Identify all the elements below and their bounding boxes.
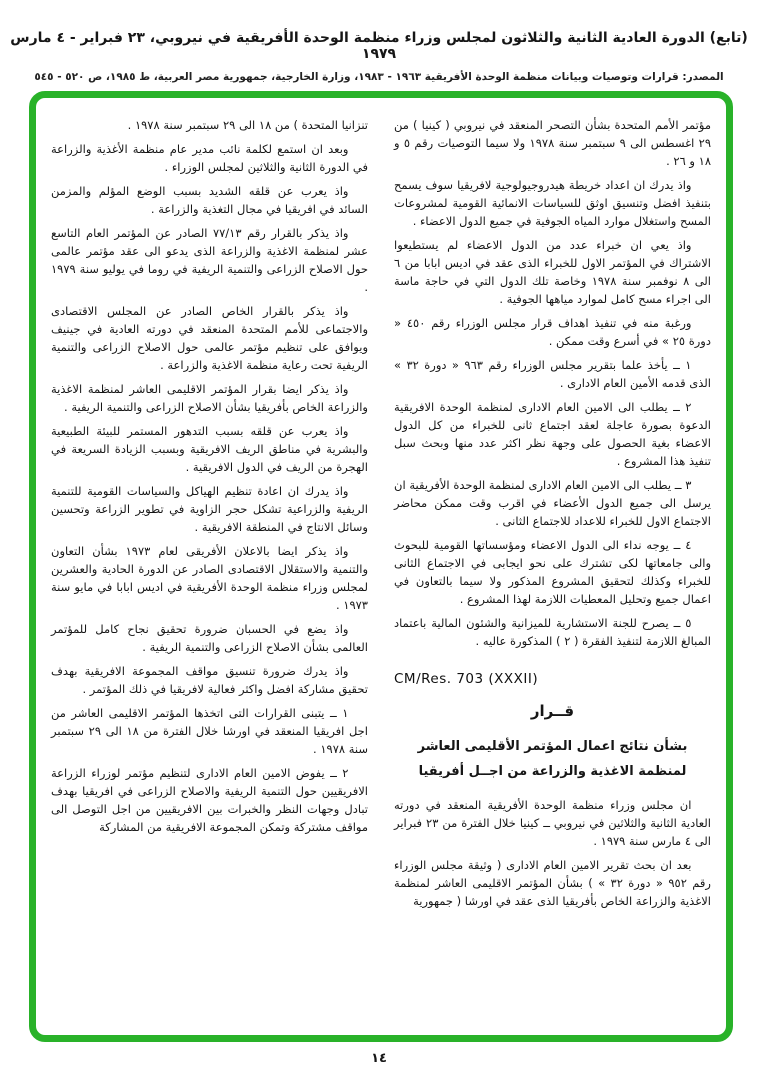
numbered-clause: ٢ ــ يطلب الى الامين العام الادارى لمنظمة الوحدة الافريقية الدعوة بصورة عاجلة لعقد اجتماع ثانى للخبراء من كل الدول الاعضاء بغية الحصول على وجهة نظر اكثر عدد منها وبحث سبل تنفيذ هذا المشروع . (394, 400, 711, 468)
numbered-clause: ٥ ــ يصرح للجنة الاستشارية للميزانية والشئون المالية باعتماد المبالغ اللازمة لتنفيذ الفقرة ( ٢ ) المذكورة عاليه . (394, 616, 711, 648)
paragraph: واذ يعرب عن قلقه الشديد بسبب الوضع المؤلم والمزمن السائد في افريقيا في مجال التغذية والزراعة . (51, 184, 368, 216)
paragraph: وبعد ان استمع لكلمة نائب مدير عام منظمة الأغذية والزراعة في الدورة الثانية والثلاثين لمجلس الوزراء . (51, 142, 368, 174)
paragraph: واذ يذكر بالقرار رقم ٧٧/١٣ الصادر عن المؤتمر العام التاسع عشر لمنظمة الاغذية والزراعة الذى يدعو الى عقد مؤتمر عالمى حول الاصلاح الزراعى والتنمية الريفية في روما في يوليو سنة ١٩٧٩ . (51, 226, 368, 294)
paragraph: واذ يذكر ايضا بقرار المؤتمر الاقليمى العاشر لمنظمة الاغذية والزراعة الخاص بأفريقيا بشأن الاصلاح الزراعى والتنمية الريفية . (51, 382, 368, 414)
paragraph: واذ يعي ان خبراء عدد من الدول الاعضاء لم يستطيعوا الاشتراك في المؤتمر الاول للخبراء الذى عقد في اديس ابابا من ٦ الى ٨ نوفمبر سنة ١٩٧٨ وخاصة تلك الدول التي في حاجة ماسة الى اجراء مسح كامل لموارد مياهها الجوفية . (394, 238, 712, 306)
paragraph: واذ يدرك ان اعداد خريطة هيدروجيولوجية لافريقيا سوف يسمح بتنفيذ افضل وتنسيق اوثق للسياسات الانمائية القومية لمشروعات المسح واستغلال موارد المياه الجوفية في جميع الدول الاعضاء . (394, 178, 711, 228)
paragraph: واذ يعرب عن قلقه بسبب التدهور المستمر للبيئة الطبيعية والبشرية في مناطق الريف الافريقية وبسبب الزيادة السريعة في الهجرة من الريف في الدول الافريقية . (51, 424, 368, 474)
decision-subtitle (394, 734, 711, 784)
paragraph: ان مجلس وزراء منظمة الوحدة الأفريقية المنعقد في دورته العادية الثانية والثلاثين في نيروبي ــ كينيا خلال الفترة من ٢٣ فبراير الى ٤ مارس سنة ١٩٧٩ . (394, 798, 711, 848)
two-column-text-area (36, 98, 726, 1035)
paragraph: تنزانيا المتحدة ) من ١٨ الى ٢٩ سبتمبر سنة ١٩٧٨ . (127, 118, 368, 132)
paragraph: واذ يذكر بالقرار الخاص الصادر عن المجلس الاقتصادى والاجتماعى للأمم المتحدة المنعقد في دورته العادية في جينيف ويوافق على تنظيم مؤتمر عالمى حول الاصلاح الزراعى والتنمية الريفية تحت رعاية منظمة الاغذية والزراعة . (51, 304, 368, 372)
paragraph: واذ يدرك ضرورة تنسيق مواقف المجموعة الافريقية بهدف تحقيق مشاركة افضل واكثر فعالية لافريقيا في ذلك المؤتمر . (51, 664, 368, 696)
numbered-clause: ١ ــ يتبنى القرارات التى اتخذها المؤتمر الاقليمى العاشر من اجل افريقيا المنعقد في اورشا خلال الفترة من ١٨ الى ٢٩ سبتمبر سنة ١٩٧٨ . (51, 706, 368, 756)
paragraph: ورغبة منه في تنفيذ اهداف قرار مجلس الوزراء رقم ٤٥٠ « دورة ٢٥ » في أسرع وقت ممكن . (394, 316, 711, 348)
numbered-clause: ١ ــ يأخذ علما بتقرير مجلس الوزراء رقم ٩٦٣ « دورة ٣٢ » الذى قدمه الأمين العام الادارى . (394, 358, 711, 390)
page-number: ١٤ (371, 1051, 387, 1066)
paragraph: واذ يذكر ايضا بالاعلان الأفريقى لعام ١٩٧٣ بشأن التعاون والتنمية والاستقلال الاقتصادى الصادر عن الدورة الحادية والعشرين لمجلس وزراء منظمة الوحدة الأفريقية في اديس ابابا في مايو سنة ١٩٧٣ . (51, 544, 368, 612)
decision-subtitle-line-2: لمنظمة الاغذية والزراعة من اجــل أفريقيا (418, 764, 687, 779)
decision-heading: قــرار (530, 702, 575, 720)
paragraph: مؤتمر الأمم المتحدة بشأن التصحر المنعقد في نيروبي ( كينيا ) من ٢٩ اغسطس الى ٩ سبتمبر سنة ١٩٧٨ ولا سيما التوصيات رقم ٥ و ١٨ و ٢٦ . (394, 118, 712, 168)
numbered-clause: ٤ ــ يوجه نداء الى الدول الاعضاء ومؤسساتها القومية للبحوث والى جامعاتها لكى تشترك على نحو ايجابى في الاجتماع الثانى للخبراء وكذلك لتحقيق المشروع المذكور ولا سيما بالتعاون في اعمال جميع وتحليل المعطيات اللازمة لهذا المشروع . (394, 538, 711, 606)
paragraph: واذ يدرك ان اعادة تنظيم الهياكل والسياسات القومية للتنمية الريفية والزراعية تشكل حجر الزاوية في تطوير الزراعة وتحسين وسائل الانتاج في المنطقة الافريقية . (51, 484, 368, 534)
paragraph: واذ يضع في الحسبان ضرورة تحقيق نجاح كامل للمؤتمر العالمى بشأن الاصلاح الزراعى والتنمية الريفية . (51, 622, 368, 654)
decision-subtitle-line-1: بشأن نتائج اعمال المؤتمر الأقليمى العاشر (417, 739, 688, 754)
left-text-column (51, 116, 368, 1027)
source-citation-line: المصدر: قرارات وتوصيات وبيانات منظمة الوحدة الأفريقية ١٩٦٣ - ١٩٨٣، وزارة الخارجية، جمهورية مصر العربية، ط ١٩٨٥، ص ٥٢٠ - ٥٤٥ (34, 71, 724, 83)
right-text-column (394, 116, 711, 1027)
numbered-clause: ٢ ــ يفوض الامين العام الادارى لتنظيم مؤتمر لوزراء الزراعة الافريقيين حول التنمية الريفية والاصلاح الزراعى في افريقيا بهدف تبادل وجهات النظر والخبرات بين الافريقيين من اجل التوصل الى مواقف مشتركة وتمكن المجموعة الافريقية من المشاركة (51, 766, 368, 834)
resolution-reference-code: CM/Res. 703 (XXXII) (394, 671, 539, 687)
green-border-frame (29, 91, 733, 1042)
session-continuation-title: (تابع) الدورة العادية الثانية والثلاثون لمجلس وزراء منظمة الوحدة الأفريقية في نيروبي، ٢٣ فبراير - ٤ مارس ١٩٧٩ (10, 30, 748, 62)
numbered-clause: ٣ ــ يطلب الى الامين العام الادارى لمنظمة الوحدة الأفريقية ان يرسل الى جميع الدول الأعضاء في اقرب وقت ممكن محاضر الاجتماع الاول للخبراء للاعداد للاجتماع الثانى . (394, 478, 711, 528)
paragraph: بعد ان بحث تقرير الامين العام الادارى ( وثيقة مجلس الوزراء رقم ٩٥٢ « دورة ٣٢ » ) بشأن المؤتمر الاقليمى العاشر لمنظمة الاغذية والزراعة الخاص بأفريقيا الذى عقد في اورشا ( جمهورية (394, 858, 711, 908)
page-header (0, 0, 758, 83)
